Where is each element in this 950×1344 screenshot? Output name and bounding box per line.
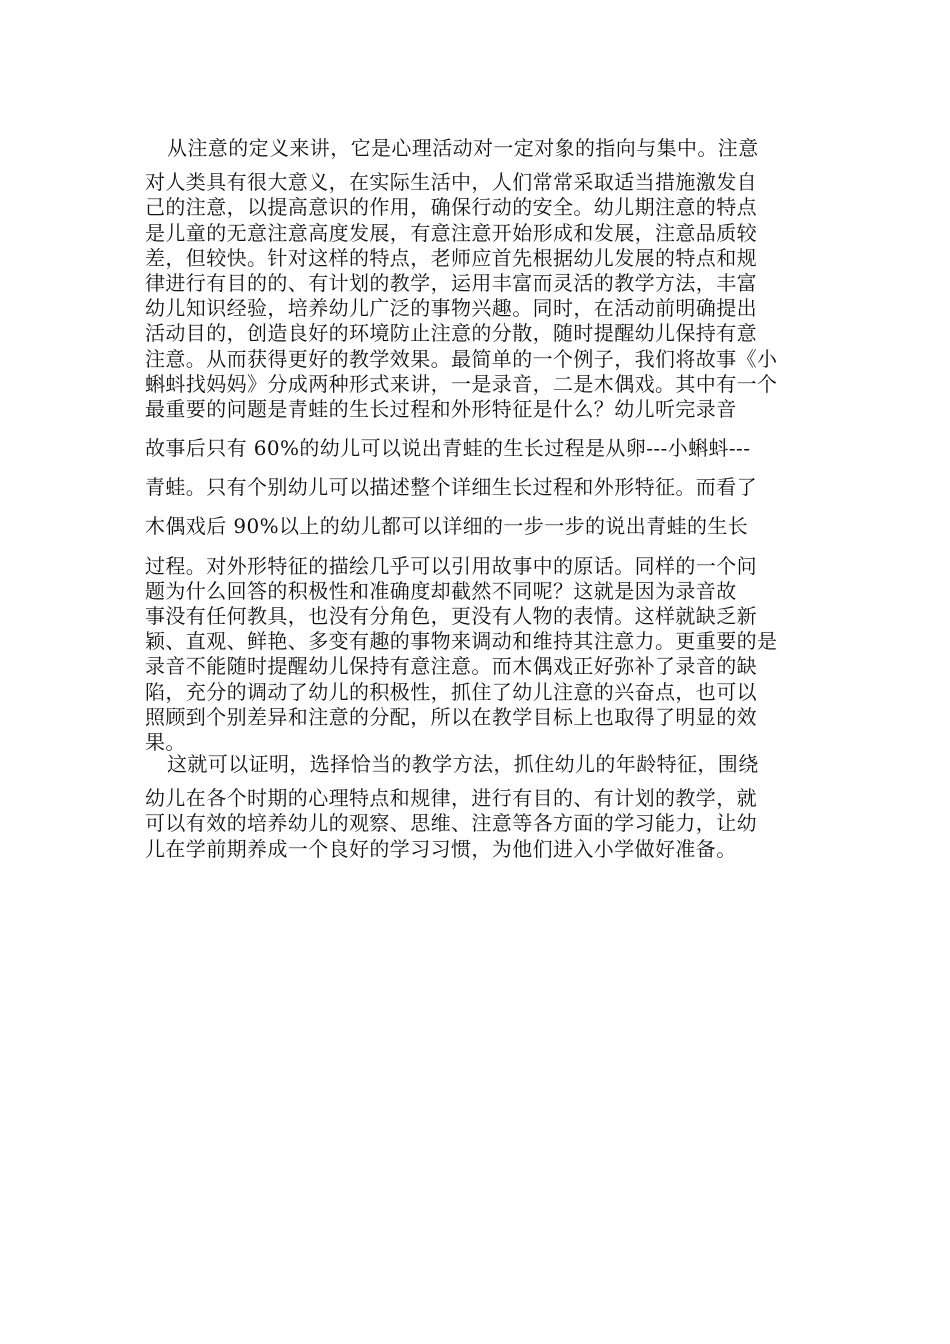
paragraph-line: 故事后只有 60%的幼儿可以说出青蛙的生长过程是从卵---小蝌蚪---: [145, 436, 751, 461]
paragraph-line: 注意。从而获得更好的教学效果。最简单的一个例子，我们将故事《小: [145, 346, 778, 371]
paragraph-line: 事没有任何教具，也没有分角色，更没有人物的表情。这样就缺乏新: [145, 604, 757, 628]
paragraph-line: 律进行有目的的、有计划的教学，运用丰富而灵活的教学方法，丰富: [145, 270, 757, 295]
paragraph-line: 果。: [145, 729, 186, 754]
paragraph-line: 儿在学前期养成一个良好的学习习惯，为他们进入小学做好准备。: [145, 836, 737, 861]
paragraph-line: 己的注意，以提高意识的作用，确保行动的安全。幼儿期注意的特点: [145, 195, 757, 220]
paragraph-line: 幼儿在各个时期的心理特点和规律，进行有目的、有计划的教学，就: [145, 786, 757, 811]
paragraph-line: 题为什么回答的积极性和准确度却截然不同呢？这就是因为录音故: [145, 578, 737, 603]
paragraph-line: 蝌蚪找妈妈》分成两种形式来讲，一是录音，二是木偶戏。其中有一个: [145, 371, 778, 396]
paragraph-line: 陷，充分的调动了幼儿的积极性，抓住了幼儿注意的兴奋点，也可以: [145, 679, 757, 704]
paragraph-line: 录音不能随时提醒幼儿保持有意注意。而木偶戏正好弥补了录音的缺: [145, 654, 757, 679]
paragraph-line: 照顾到个别差异和注意的分配，所以在教学目标上也取得了明显的效: [145, 704, 757, 729]
paragraph-line: 是儿童的无意注意高度发展，有意注意开始形成和发展，注意品质较: [145, 220, 757, 245]
paragraph-line: 最重要的问题是青蛙的生长过程和外形特征是什么？幼儿听完录音: [145, 396, 737, 421]
paragraph-line: 青蛙。只有个别幼儿可以描述整个详细生长过程和外形特征。而看了: [145, 475, 757, 500]
paragraph-line: 颖、直观、鲜艳、多变有趣的事物来调动和维持其注意力。更重要的是: [145, 629, 778, 654]
paragraph-line: 幼儿知识经验，培养幼儿广泛的事物兴趣。同时，在活动前明确提出: [145, 296, 757, 321]
paragraph-line: 这就可以证明，选择恰当的教学方法，抓住幼儿的年龄特征，围绕: [167, 752, 759, 776]
paragraph-line: 可以有效的培养幼儿的观察、思维、注意等各方面的学习能力，让幼: [145, 811, 757, 836]
paragraph-line: 差，但较快。针对这样的特点，老师应首先根据幼儿发展的特点和规: [145, 245, 757, 270]
paragraph-line: 活动目的，创造良好的环境防止注意的分散，随时提醒幼儿保持有意: [145, 321, 757, 346]
paragraph-line: 从注意的定义来讲，它是心理活动对一定对象的指向与集中。注意: [167, 136, 759, 160]
paragraph-line: 木偶戏后 90%以上的幼儿都可以详细的一步一步的说出青蛙的生长: [145, 514, 749, 539]
paragraph-1: [145, 136, 811, 755]
paragraph-2: [145, 752, 811, 862]
paragraph-line: 过程。对外形特征的描绘几乎可以引用故事中的原话。同样的一个问: [145, 553, 757, 578]
paragraph-line: 对人类具有很大意义，在实际生活中，人们常常采取适当措施激发自: [145, 170, 757, 195]
